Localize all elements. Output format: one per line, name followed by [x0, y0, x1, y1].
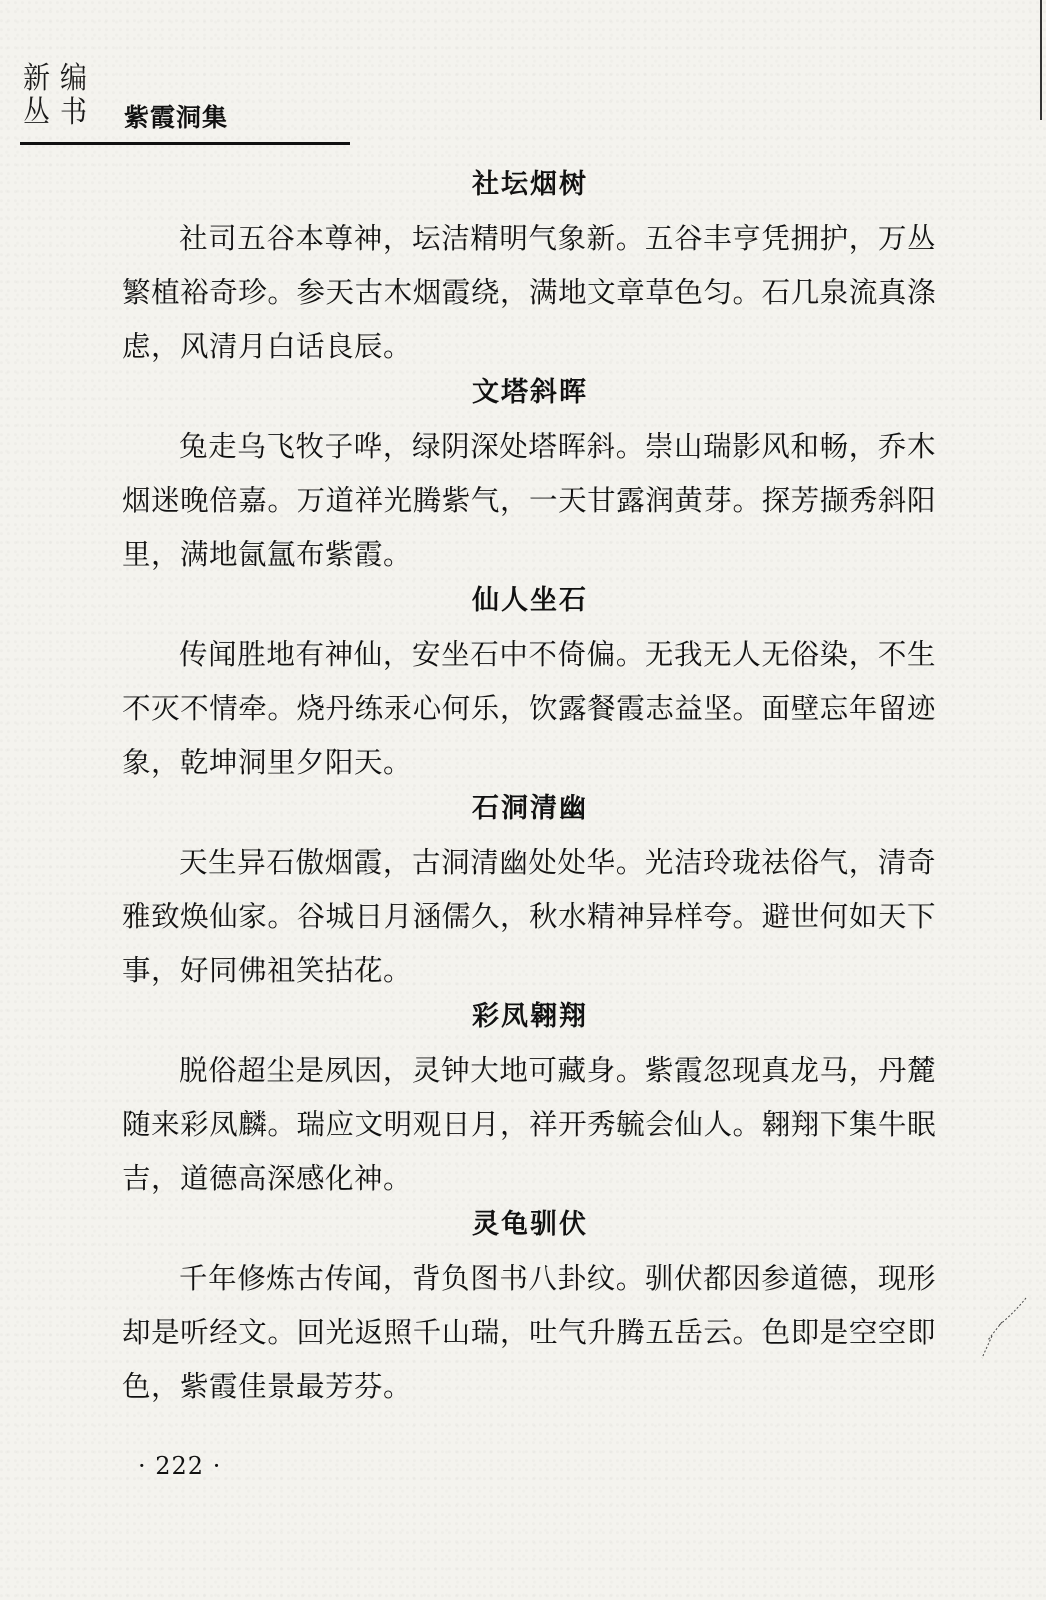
seal-glyph: 编 — [60, 61, 87, 96]
scan-scratch-mark — [978, 1296, 1028, 1366]
header-rule — [20, 142, 350, 145]
poem-body: 脱俗超尘是夙因，灵钟大地可藏身。紫霞忽现真龙马，丹麓随来彩凤麟。瑞应文明观日月，祥开秀毓会仙人。翱翔下集牛眠吉，道德高深感化神。 — [122, 1054, 936, 1195]
poem-section — [122, 168, 936, 374]
poem-title: 灵龟驯伏 — [472, 1209, 588, 1240]
poem-title: 石洞清幽 — [472, 793, 588, 824]
running-header-title: 紫霞洞集 — [124, 103, 229, 132]
poem-body: 天生异石傲烟霞，古洞清幽处处华。光洁玲珑祛俗气，清奇雅致焕仙家。谷城日月涵儒久，秋水精神异样夸。避世何如天下事，好同佛祖笑拈花。 — [122, 846, 936, 987]
poem-list — [122, 168, 936, 1416]
poem-title: 仙人坐石 — [472, 585, 588, 616]
seal-glyph: 书 — [60, 95, 87, 130]
poem-title: 文塔斜晖 — [472, 377, 588, 408]
poem-body: 兔走乌飞牧子哗，绿阴深处塔晖斜。崇山瑞影风和畅，乔木烟迷晚倍嘉。万道祥光腾紫气，一天甘露润黄芽。探芳撷秀斜阳里，满地氤氲布紫霞。 — [122, 430, 936, 571]
series-seal-logo — [18, 62, 92, 130]
poem-section — [122, 1000, 936, 1206]
poem-section — [122, 376, 936, 582]
poem-section — [122, 792, 936, 998]
poem-section — [122, 1208, 936, 1414]
poem-body: 社司五谷本尊神，坛洁精明气象新。五谷丰亨凭拥护，万丛繁植裕奇珍。参天古木烟霞绕，满地文章草色匀。石几泉流真涤虑，风清月白话良辰。 — [122, 222, 936, 363]
poem-body: 千年修炼古传闻，背负图书八卦纹。驯伏都因参道德，现形却是听经文。回光返照千山瑞，吐气升腾五岳云。色即是空空即色，紫霞佳景最芳芬。 — [122, 1262, 936, 1403]
scan-edge-mark — [1040, 0, 1042, 120]
seal-glyph: 新 — [23, 61, 50, 96]
page-number: · 222 · — [138, 1452, 222, 1480]
poem-section — [122, 584, 936, 790]
poem-title: 彩凤翱翔 — [472, 1001, 588, 1032]
poem-body: 传闻胜地有神仙，安坐石中不倚偏。无我无人无俗染，不生不灭不情牵。烧丹练汞心何乐，饮露餐霞志益坚。面壁忘年留迹象，乾坤洞里夕阳天。 — [122, 638, 936, 779]
seal-glyph: 丛 — [23, 95, 50, 130]
poem-title: 社坛烟树 — [472, 169, 588, 200]
